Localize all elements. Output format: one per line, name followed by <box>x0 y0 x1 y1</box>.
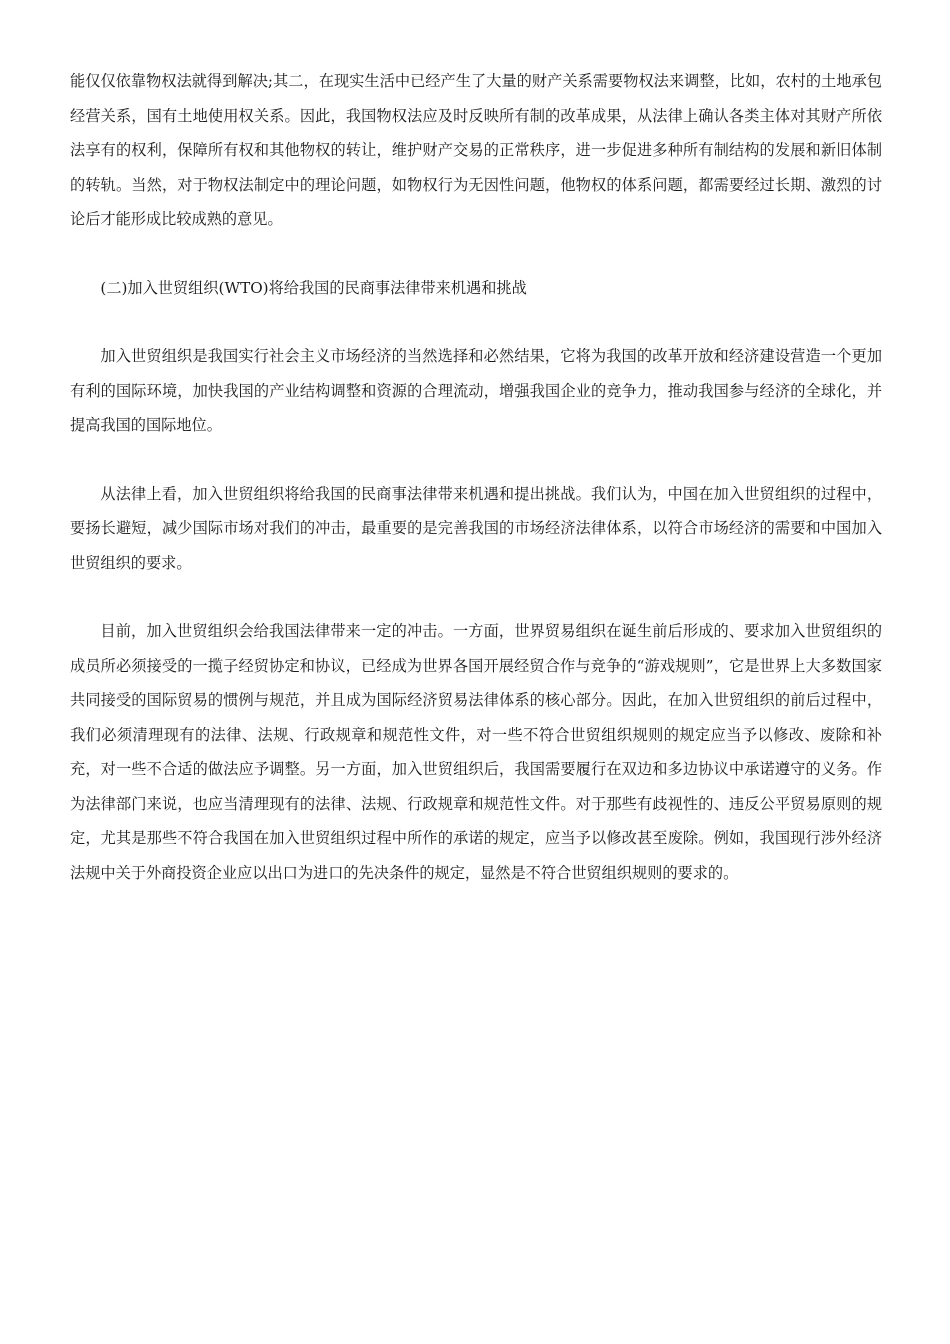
paragraph-gap <box>70 443 882 477</box>
paragraph-impact: 目前，加入世贸组织会给我国法律带来一定的冲击。一方面，世界贸易组织在诞生前后形成的、要求加入世贸组织的成员所必须接受的一揽子经贸协定和协议，已经成为世界各国开展经贸合作与竞争的“游戏规则”，它是世界上大多数国家共同接受的国际贸易的惯例与规范，并且成为国际经济贸易法律体系的核心部分。因此，在加入世贸组织的前后过程中，我们必须清理现有的法律、法规、行政规章和规范性文件，对一些不符合世贸组织规则的规定应当予以修改、废除和补充，对一些不合适的做法应予调整。另一方面，加入世贸组织后，我国需要履行在双边和多边协议中承诺遵守的义务。作为法律部门来说，也应当清理现有的法律、法规、行政规章和规范性文件。对于那些有歧视性的、违反公平贸易原则的规定，尤其是那些不符合我国在加入世贸组织过程中所作的承诺的规定，应当予以修改甚至废除。例如，我国现行涉外经济法规中关于外商投资企业应以出口为进口的先决条件的规定，显然是不符合世贸组织规则的要求的。 <box>70 622 882 882</box>
paragraph-continuation: 能仅仅依靠物权法就得到解决;其二，在现实生活中已经产生了大量的财产关系需要物权法来调整，比如，农村的土地承包经营关系，国有土地使用权关系。因此，我国物权法应及时反映所有制的改革成果，从法律上确认各类主体对其财产所依法享有的权利，保障所有权和其他物权的转让，维护财产交易的正常秩序，进一步促进多种所有制结构的发展和新旧体制的转轨。当然，对于物权法制定中的理论问题，如物权行为无因性问题，他物权的体系问题，都需要经过长期、激烈的讨论后才能形成比较成熟的意见。 <box>70 72 882 228</box>
paragraph-gap <box>70 237 882 271</box>
paragraph-gap <box>70 580 882 614</box>
document-body <box>70 64 882 890</box>
paragraph-wto-choice: 加入世贸组织是我国实行社会主义市场经济的当然选择和必然结果，它将为我国的改革开放和经济建设营造一个更加有利的国际环境，加快我国的产业结构调整和资源的合理流动，增强我国企业的竞争力，推动我国参与经济的全球化，并提高我国的国际地位。 <box>70 347 882 434</box>
section-heading: (二)加入世贸组织(WTO)将给我国的民商事法律带来机遇和挑战 <box>100 278 527 297</box>
paragraph-gap <box>70 305 882 339</box>
paragraph-legal-view: 从法律上看，加入世贸组织将给我国的民商事法律带来机遇和提出挑战。我们认为，中国在加入世贸组织的过程中，要扬长避短，减少国际市场对我们的冲击，最重要的是完善我国的市场经济法律体系，以符合市场经济的需要和中国加入世贸组织的要求。 <box>70 484 882 572</box>
